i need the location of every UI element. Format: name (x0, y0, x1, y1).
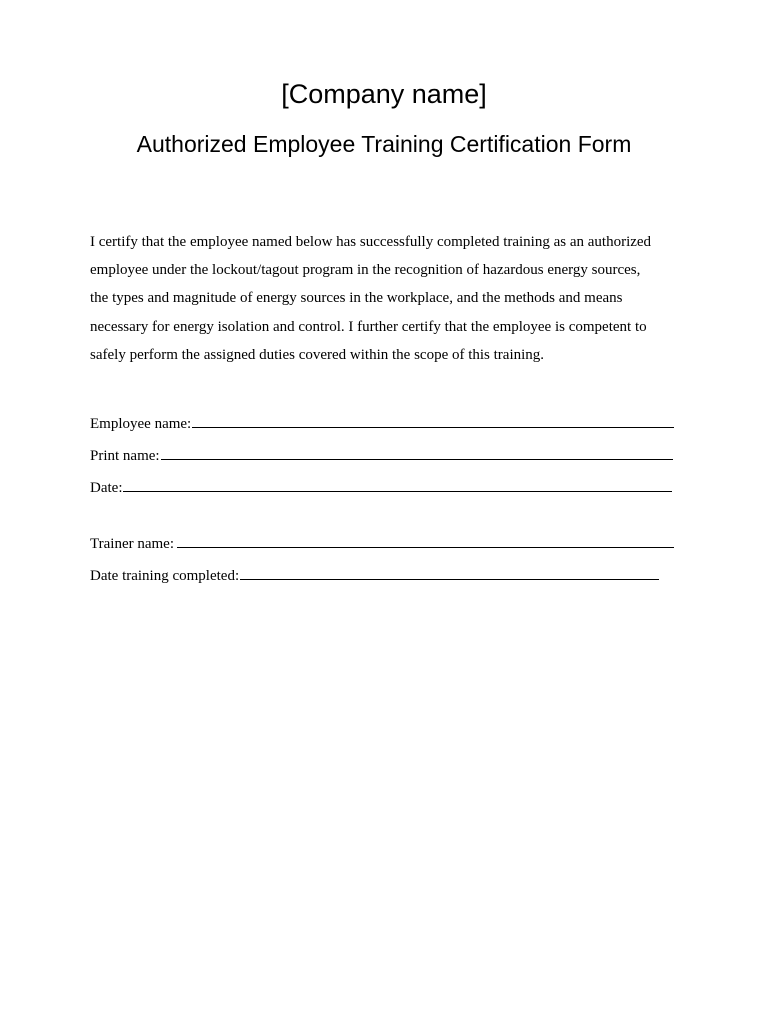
company-name: [Company name] (281, 79, 487, 109)
date-field (90, 473, 672, 498)
date-label: Date: (90, 480, 123, 496)
trainer-name-field (90, 529, 674, 554)
date-training-completed-field (90, 561, 659, 586)
trainer-name-label: Trainer name: (90, 536, 175, 552)
trainer-name-line[interactable] (177, 529, 674, 548)
employee-name-label: Employee name: (90, 416, 192, 432)
certification-line: employee under the lockout/tagout program in the recognition of hazardous energy sources, (90, 262, 641, 279)
date-training-completed-line[interactable] (240, 561, 659, 580)
certification-line: safely perform the assigned duties covered within the scope of this training. (90, 346, 545, 363)
print-name-field (90, 441, 673, 466)
employee-name-signature-line[interactable] (192, 409, 674, 428)
certification-line: I certify that the employee named below has successfully completed training as an authorized (90, 234, 652, 250)
date-training-completed-label: Date training completed: (90, 568, 240, 584)
print-name-label: Print name: (90, 448, 160, 464)
date-line[interactable] (123, 473, 672, 492)
certification-line: necessary for energy isolation and control. I further certify that the employee is competent to (90, 318, 647, 335)
certification-line: the types and magnitude of energy sources in the workplace, and the methods and means (90, 290, 623, 307)
certification-statement (90, 228, 690, 369)
print-name-line[interactable] (161, 441, 673, 460)
form-title: Authorized Employee Training Certification Form (136, 131, 632, 157)
employee-name-field (90, 409, 674, 434)
